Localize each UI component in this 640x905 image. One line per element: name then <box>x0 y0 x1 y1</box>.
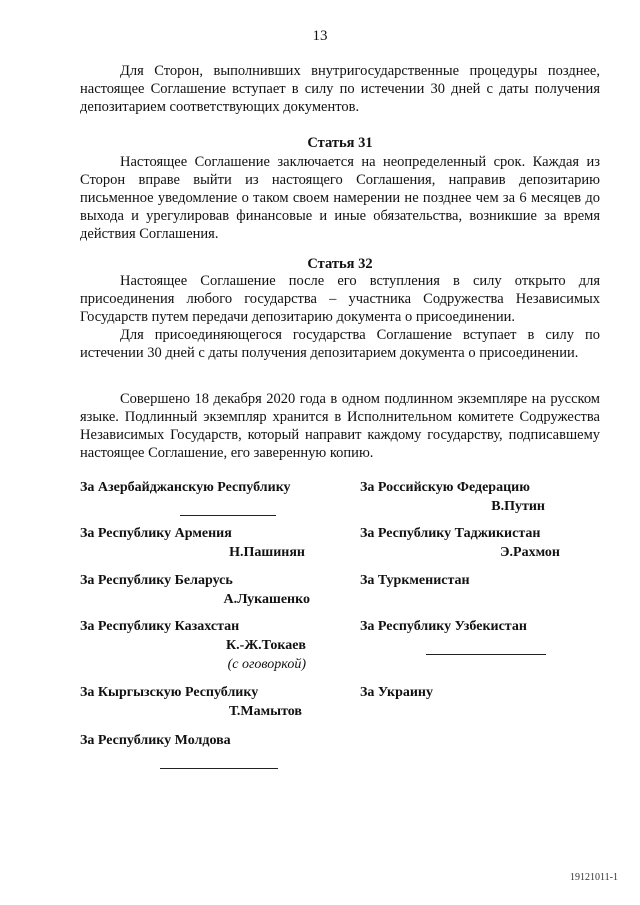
signatory-country: За Республику Молдова <box>80 733 231 748</box>
closing-paragraph-text: Совершено 18 декабря 2020 года в одном подлинном экземпляре на русском языке. Подлинный экземпляр хранится в Исполнительном комитете Содружества Независимых Государств, который направит каждому государству, подписавшему настоящее Соглашение, его заверенную копию. <box>80 391 600 461</box>
signature-blank-line <box>426 654 546 655</box>
signatory-kyrgyzstan <box>80 683 302 721</box>
signatory-country: За Республику Беларусь <box>80 573 233 588</box>
article-31-heading: Статья 31 <box>307 135 373 151</box>
signatory-turkmenistan <box>360 571 560 590</box>
signatory-country: За Республику Казахстан <box>80 619 240 634</box>
signatory-ukraine <box>360 683 520 702</box>
signatory-country: За Туркменистан <box>360 573 470 588</box>
signature-blank-line <box>160 768 278 769</box>
signatory-country: За Кыргызскую Республику <box>80 685 259 700</box>
signatory-name: Э.Рахмон <box>500 545 560 560</box>
signatory-moldova <box>80 731 280 769</box>
signatory-russia <box>360 478 545 516</box>
signatory-name: В.Путин <box>491 499 545 514</box>
article-31-body <box>80 153 600 243</box>
article-31-text: Настоящее Соглашение заключается на неопределенный срок. Каждая из Сторон вправе выйти из настоящего Соглашения, направив депозитарию письменное уведомление о таком своем намерении не позднее чем за 6 месяцев до выхода и урегулировав финансовые и иные обязательства, возникшие за время действия Соглашения. <box>80 154 600 242</box>
article-32-text-1: Настоящее Соглашение после его вступления в силу открыто для присоединения любого государства – участника Содружества Независимых Государств путем передачи депозитарию документа о присоединении. <box>80 273 600 325</box>
signatory-country: За Азербайджанскую Республику <box>80 480 291 495</box>
signatory-name: К.-Ж.Токаев <box>226 638 306 653</box>
signatory-name: Н.Пашинян <box>229 545 305 560</box>
signature-blank-line <box>180 515 276 516</box>
signatory-country: За Российскую Федерацию <box>360 480 530 495</box>
signatory-country: За Украину <box>360 685 434 700</box>
signatory-armenia <box>80 524 305 562</box>
signatory-name: А.Лукашенко <box>223 592 310 607</box>
signatory-belarus <box>80 571 310 609</box>
page-number: 13 <box>312 28 328 44</box>
signatory-country: За Республику Таджикистан <box>360 526 541 541</box>
article-32-body <box>80 272 600 362</box>
closing-paragraph <box>80 390 600 462</box>
signatory-country: За Республику Узбекистан <box>360 619 527 634</box>
intro-paragraph-text: Для Сторон, выполнивших внутригосударственные процедуры позднее, настоящее Соглашение вступает в силу по истечении 30 дней с даты получения депозитарием соответствующих документов. <box>80 63 600 115</box>
signatory-reservation-note: (с оговоркой) <box>227 657 306 672</box>
signatory-country: За Республику Армения <box>80 526 232 541</box>
article-32-text-2: Для присоединяющегося государства Соглашение вступает в силу по истечении 30 дней с даты получения депозитарием документа о присоединении. <box>80 327 600 361</box>
signatory-azerbaijan <box>80 478 291 516</box>
article-32-heading: Статья 32 <box>307 256 373 272</box>
signatory-tajikistan <box>360 524 560 562</box>
document-code: 19121011-1 <box>570 872 618 883</box>
intro-paragraph <box>80 62 600 116</box>
signatory-kazakhstan <box>80 617 306 674</box>
signatory-name: Т.Мамытов <box>228 704 302 719</box>
signatory-uzbekistan <box>360 617 550 655</box>
